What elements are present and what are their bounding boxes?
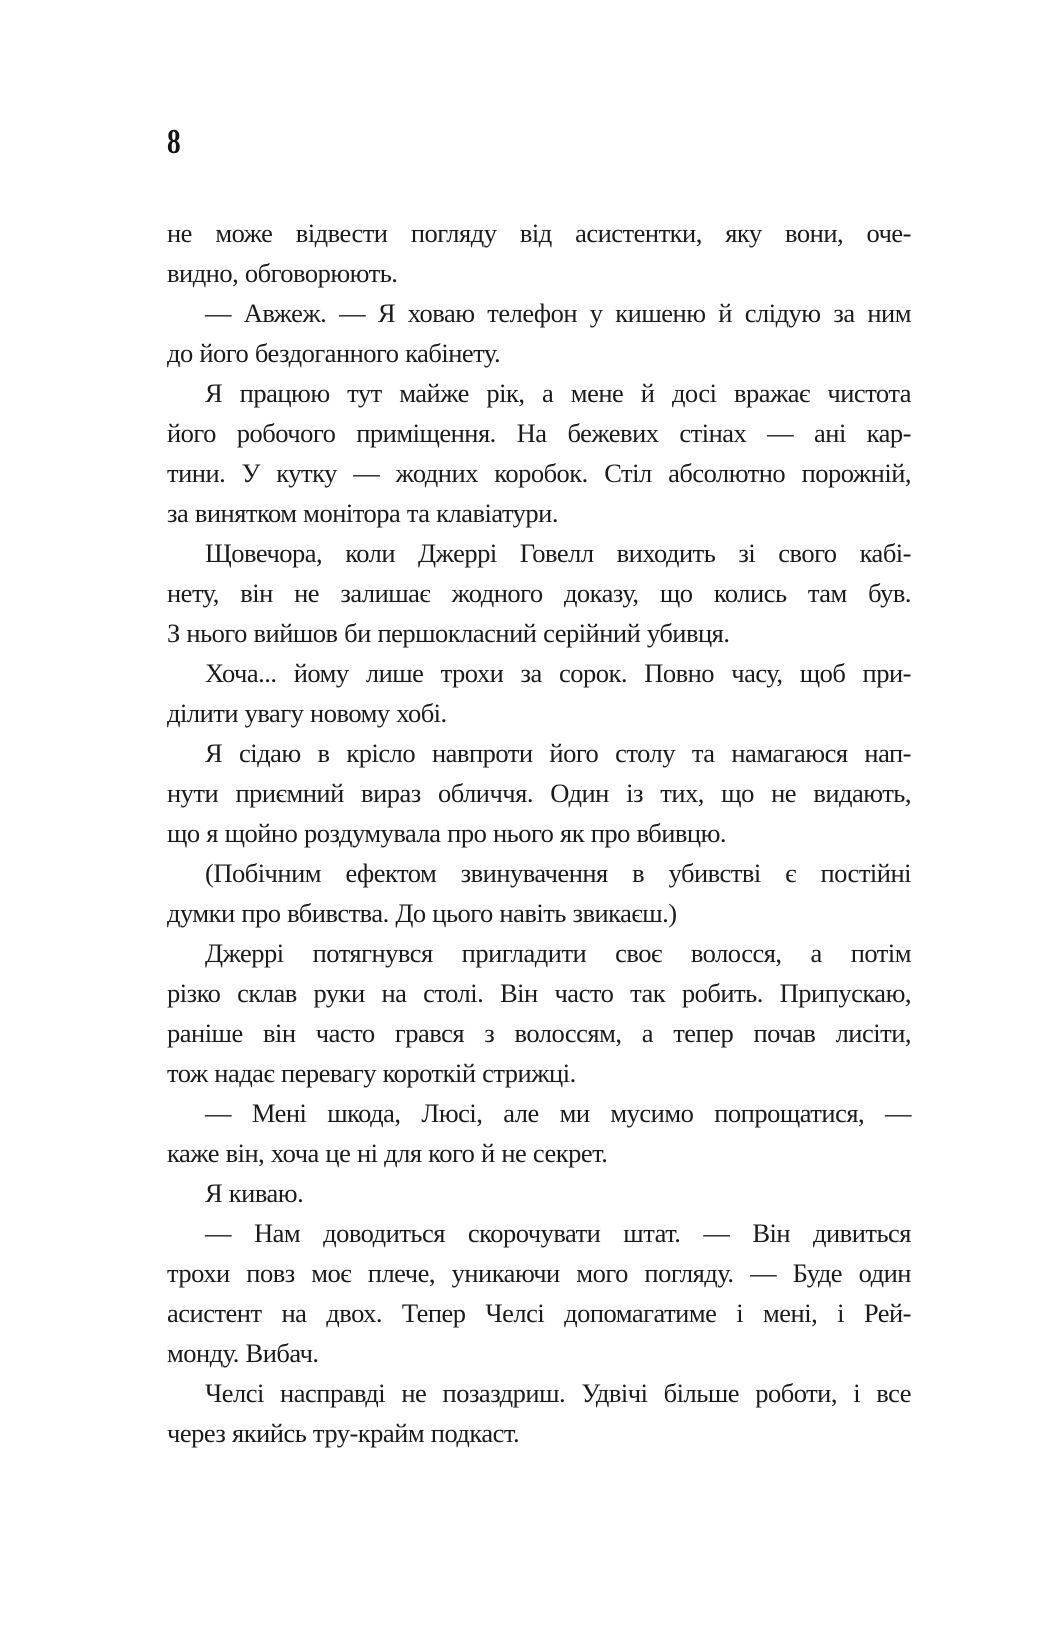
text-line: думки про вбивства. До цього навіть звикаєш.) (167, 898, 677, 928)
text-line: Щовечора, коли Джеррі Говелл виходить зі свого кабі- (205, 538, 911, 568)
text-line: тож надає перевагу короткій стрижці. (167, 1058, 576, 1088)
text-line: нету, він не залишає жодного доказу, що колись там був. (167, 578, 911, 608)
text-line: каже він, хоча це ні для кого й не секрет. (167, 1138, 608, 1168)
body-text (167, 213, 911, 1453)
text-line: (Побічним ефектом звинувачення в убивстві є постійні (205, 858, 911, 888)
text-line: Я киваю. (205, 1178, 304, 1208)
text-line: не може відвести погляду від асистентки, яку вони, оче- (167, 218, 911, 248)
text-line: асистент на двох. Тепер Челсі допомагатиме і мені, і Рей- (167, 1298, 911, 1328)
text-line: Джеррі потягнувся пригладити своє волосся, а потім (205, 938, 911, 968)
text-line: що я щойно роздумувала про нього як про вбивцю. (167, 818, 726, 848)
text-line: його робочого приміщення. На бежевих стінах — ані кар- (167, 418, 911, 448)
text-line: З нього вийшов би першокласний серійний убивця. (167, 618, 730, 648)
text-line: до його бездоганного кабінету. (167, 338, 501, 368)
text-line: за винятком монітора та клавіатури. (167, 498, 558, 528)
text-line: раніше він часто грався з волоссям, а тепер почав лисіти, (167, 1018, 911, 1048)
text-line: через якийсь тру-крайм подкаст. (167, 1418, 520, 1448)
text-line: Челсі насправді не позаздриш. Удвічі більше роботи, і все (205, 1378, 911, 1408)
text-line: ділити увагу новому хобі. (167, 698, 447, 728)
text-line: нути приємний вираз обличчя. Один із тих, що не видають, (167, 778, 911, 808)
text-line: видно, обговорюють. (167, 258, 398, 288)
text-line: монду. Вибач. (167, 1338, 319, 1368)
text-line: різко склав руки на столі. Він часто так робить. Припускаю, (167, 978, 911, 1008)
text-line: Я сідаю в крісло навпроти його столу та намагаюся нап- (205, 738, 911, 768)
text-line: трохи повз моє плече, уникаючи мого погляду. — Буде один (167, 1258, 911, 1288)
text-line: тини. У кутку — жодних коробок. Стіл абсолютно порожній, (167, 458, 911, 488)
text-line: — Нам доводиться скорочувати штат. — Він дивиться (205, 1218, 911, 1248)
page-number: 8 (167, 122, 181, 161)
text-line: Я працюю тут майже рік, а мене й досі вражає чистота (205, 378, 911, 408)
text-line: Хоча... йому лише трохи за сорок. Повно часу, щоб при- (205, 658, 911, 688)
text-line: — Мені шкода, Люсі, але ми мусимо попрощатися, — (205, 1098, 911, 1128)
text-line: — Авжеж. — Я ховаю телефон у кишеню й слідую за ним (205, 298, 911, 328)
